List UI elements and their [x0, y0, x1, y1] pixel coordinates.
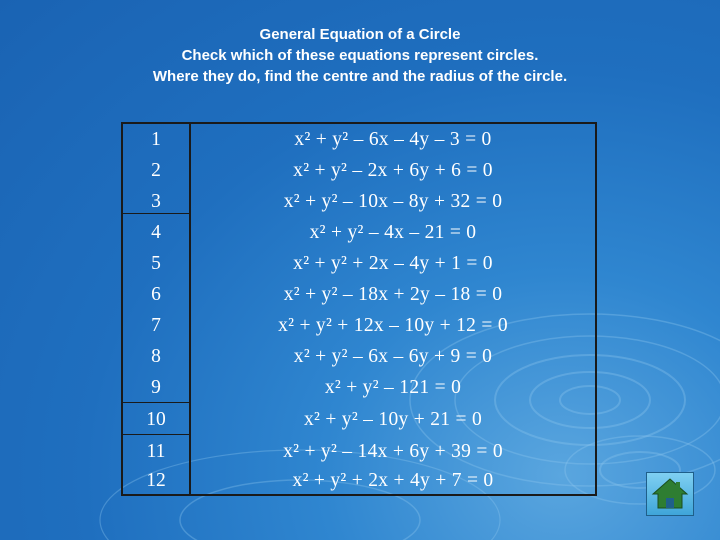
equation-text: x² + y² – 6x – 4y – 3 = 0: [294, 129, 492, 150]
row-number: 4: [151, 222, 161, 243]
equation-text: x² + y² + 12x – 10y + 12 = 0: [278, 315, 508, 336]
home-icon: [647, 473, 693, 515]
table-row: [123, 187, 595, 217]
row-number: 10: [146, 409, 166, 430]
row-number: 6: [151, 284, 161, 305]
slide-header: [0, 24, 720, 87]
row-number: 11: [146, 441, 166, 462]
instruction-line-2: Where they do, find the centre and the radius of the circle.: [152, 68, 568, 85]
table-row: [123, 125, 595, 155]
equation-text: x² + y² – 18x + 2y – 18 = 0: [283, 284, 503, 305]
row-number: 1: [151, 129, 161, 150]
equation-text: x² + y² + 2x + 4y + 7 = 0: [292, 470, 494, 491]
row-number: 8: [151, 346, 161, 367]
slide-title: General Equation of a Circle: [259, 26, 461, 43]
row-number: 12: [146, 470, 166, 491]
table-row: [123, 373, 595, 403]
table-row: [123, 249, 595, 279]
equation-text: x² + y² – 121 = 0: [324, 377, 462, 398]
table-row: [123, 311, 595, 341]
table-row: [123, 405, 595, 435]
table-row: [123, 342, 595, 372]
row-number: 2: [151, 160, 161, 181]
equation-text: x² + y² – 10y + 21 = 0: [303, 409, 483, 430]
equations-table: [121, 122, 597, 496]
equation-text: x² + y² – 6x – 6y + 9 = 0: [293, 346, 493, 367]
equation-text: x² + y² – 14x + 6y + 39 = 0: [283, 441, 503, 462]
equation-text: x² + y² – 2x + 6y + 6 = 0: [293, 160, 493, 181]
table-row: [123, 218, 595, 248]
row-number: 5: [151, 253, 161, 274]
equation-text: x² + y² + 2x – 4y + 1 = 0: [293, 253, 493, 274]
equation-text: x² + y² – 10x – 8y + 32 = 0: [283, 191, 503, 212]
equation-text: x² + y² – 4x – 21 = 0: [309, 222, 477, 243]
row-number: 9: [151, 377, 161, 398]
home-button[interactable]: [646, 472, 694, 516]
table-row: [123, 437, 595, 467]
row-number: 7: [151, 315, 161, 336]
table-row: [123, 466, 595, 496]
table-row: [123, 156, 595, 186]
table-row: [123, 280, 595, 310]
instruction-line-1: Check which of these equations represent circles.: [181, 47, 539, 64]
row-number: 3: [151, 191, 161, 212]
